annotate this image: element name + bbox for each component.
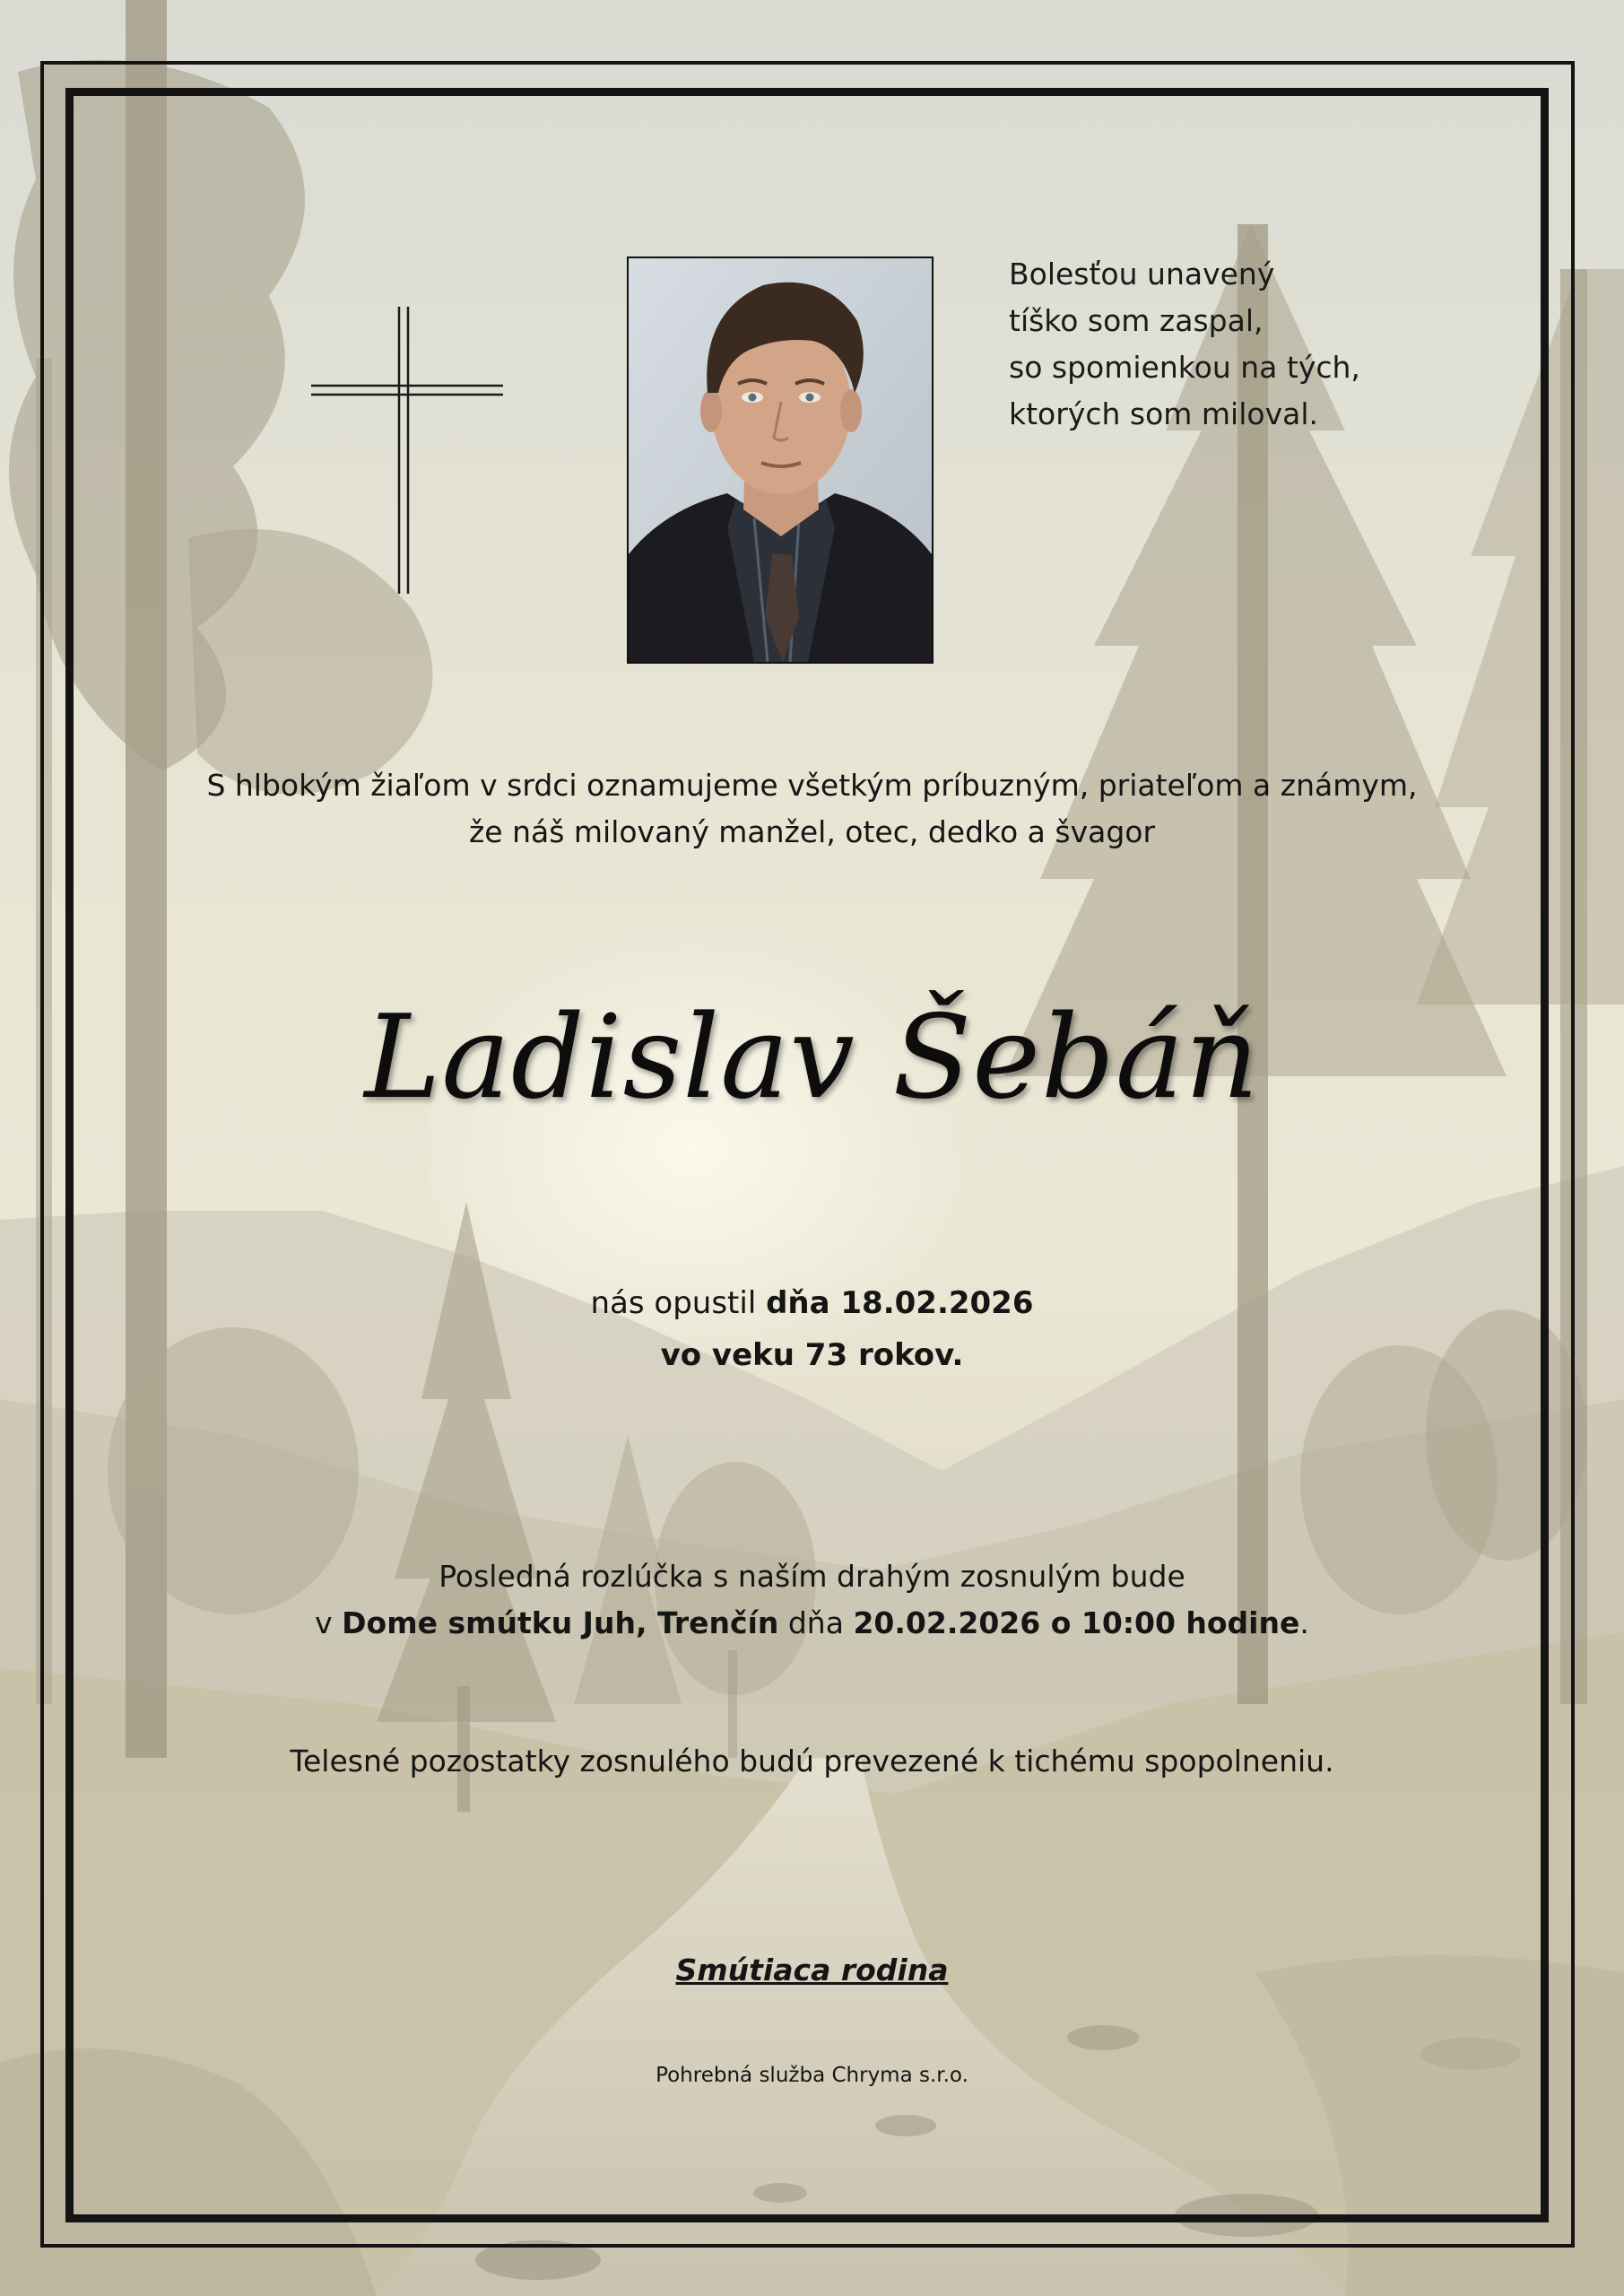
announcement-line-1: S hlbokým žiaľom v srdci oznamujeme všetkým príbuzným, priateľom a známym,: [206, 768, 1418, 803]
funeral-datetime: 20.02.2026 o 10:00 hodine: [853, 1605, 1300, 1640]
funeral-line-1: Posledná rozlúčka s naším drahým zosnulým bude: [439, 1559, 1185, 1594]
cross-icon: [311, 307, 503, 594]
death-date-line: [0, 1277, 1624, 1329]
funeral-middle: dňa: [778, 1605, 854, 1640]
death-age: vo veku 73 rokov.: [660, 1337, 964, 1373]
announcement-text: [0, 762, 1624, 856]
memorial-poem: [1009, 251, 1511, 438]
poem-line: tíško som zaspal,: [1009, 303, 1264, 338]
announcement-line-2: že náš milovaný manžel, otec, dedko a švagor: [468, 814, 1156, 849]
funeral-line-2: [0, 1600, 1624, 1647]
funeral-service-name: Pohrebná služba Chryma s.r.o.: [656, 2064, 968, 2087]
death-info: [0, 1277, 1624, 1381]
deceased-name: Ladislav Šebáň: [364, 991, 1260, 1125]
portrait-illustration: [629, 258, 932, 662]
death-date: dňa 18.02.2026: [766, 1285, 1034, 1321]
poem-line: Bolesťou unavený: [1009, 257, 1275, 291]
poem-line: so spomienkou na tých,: [1009, 350, 1360, 385]
funeral-suffix: .: [1299, 1605, 1309, 1640]
poem-line: ktorých som miloval.: [1009, 396, 1318, 431]
funeral-prefix: v: [315, 1605, 343, 1640]
funeral-info: [0, 1553, 1624, 1647]
portrait-photo: [627, 257, 934, 664]
funeral-place: Dome smútku Juh, Trenčín: [342, 1605, 779, 1640]
family-signature: Smútiaca rodina: [675, 1952, 949, 1987]
remains-note: Telesné pozostatky zosnulého budú prevezené k tichému spopolneniu.: [290, 1744, 1334, 1779]
death-prefix: nás opustil: [590, 1285, 767, 1321]
